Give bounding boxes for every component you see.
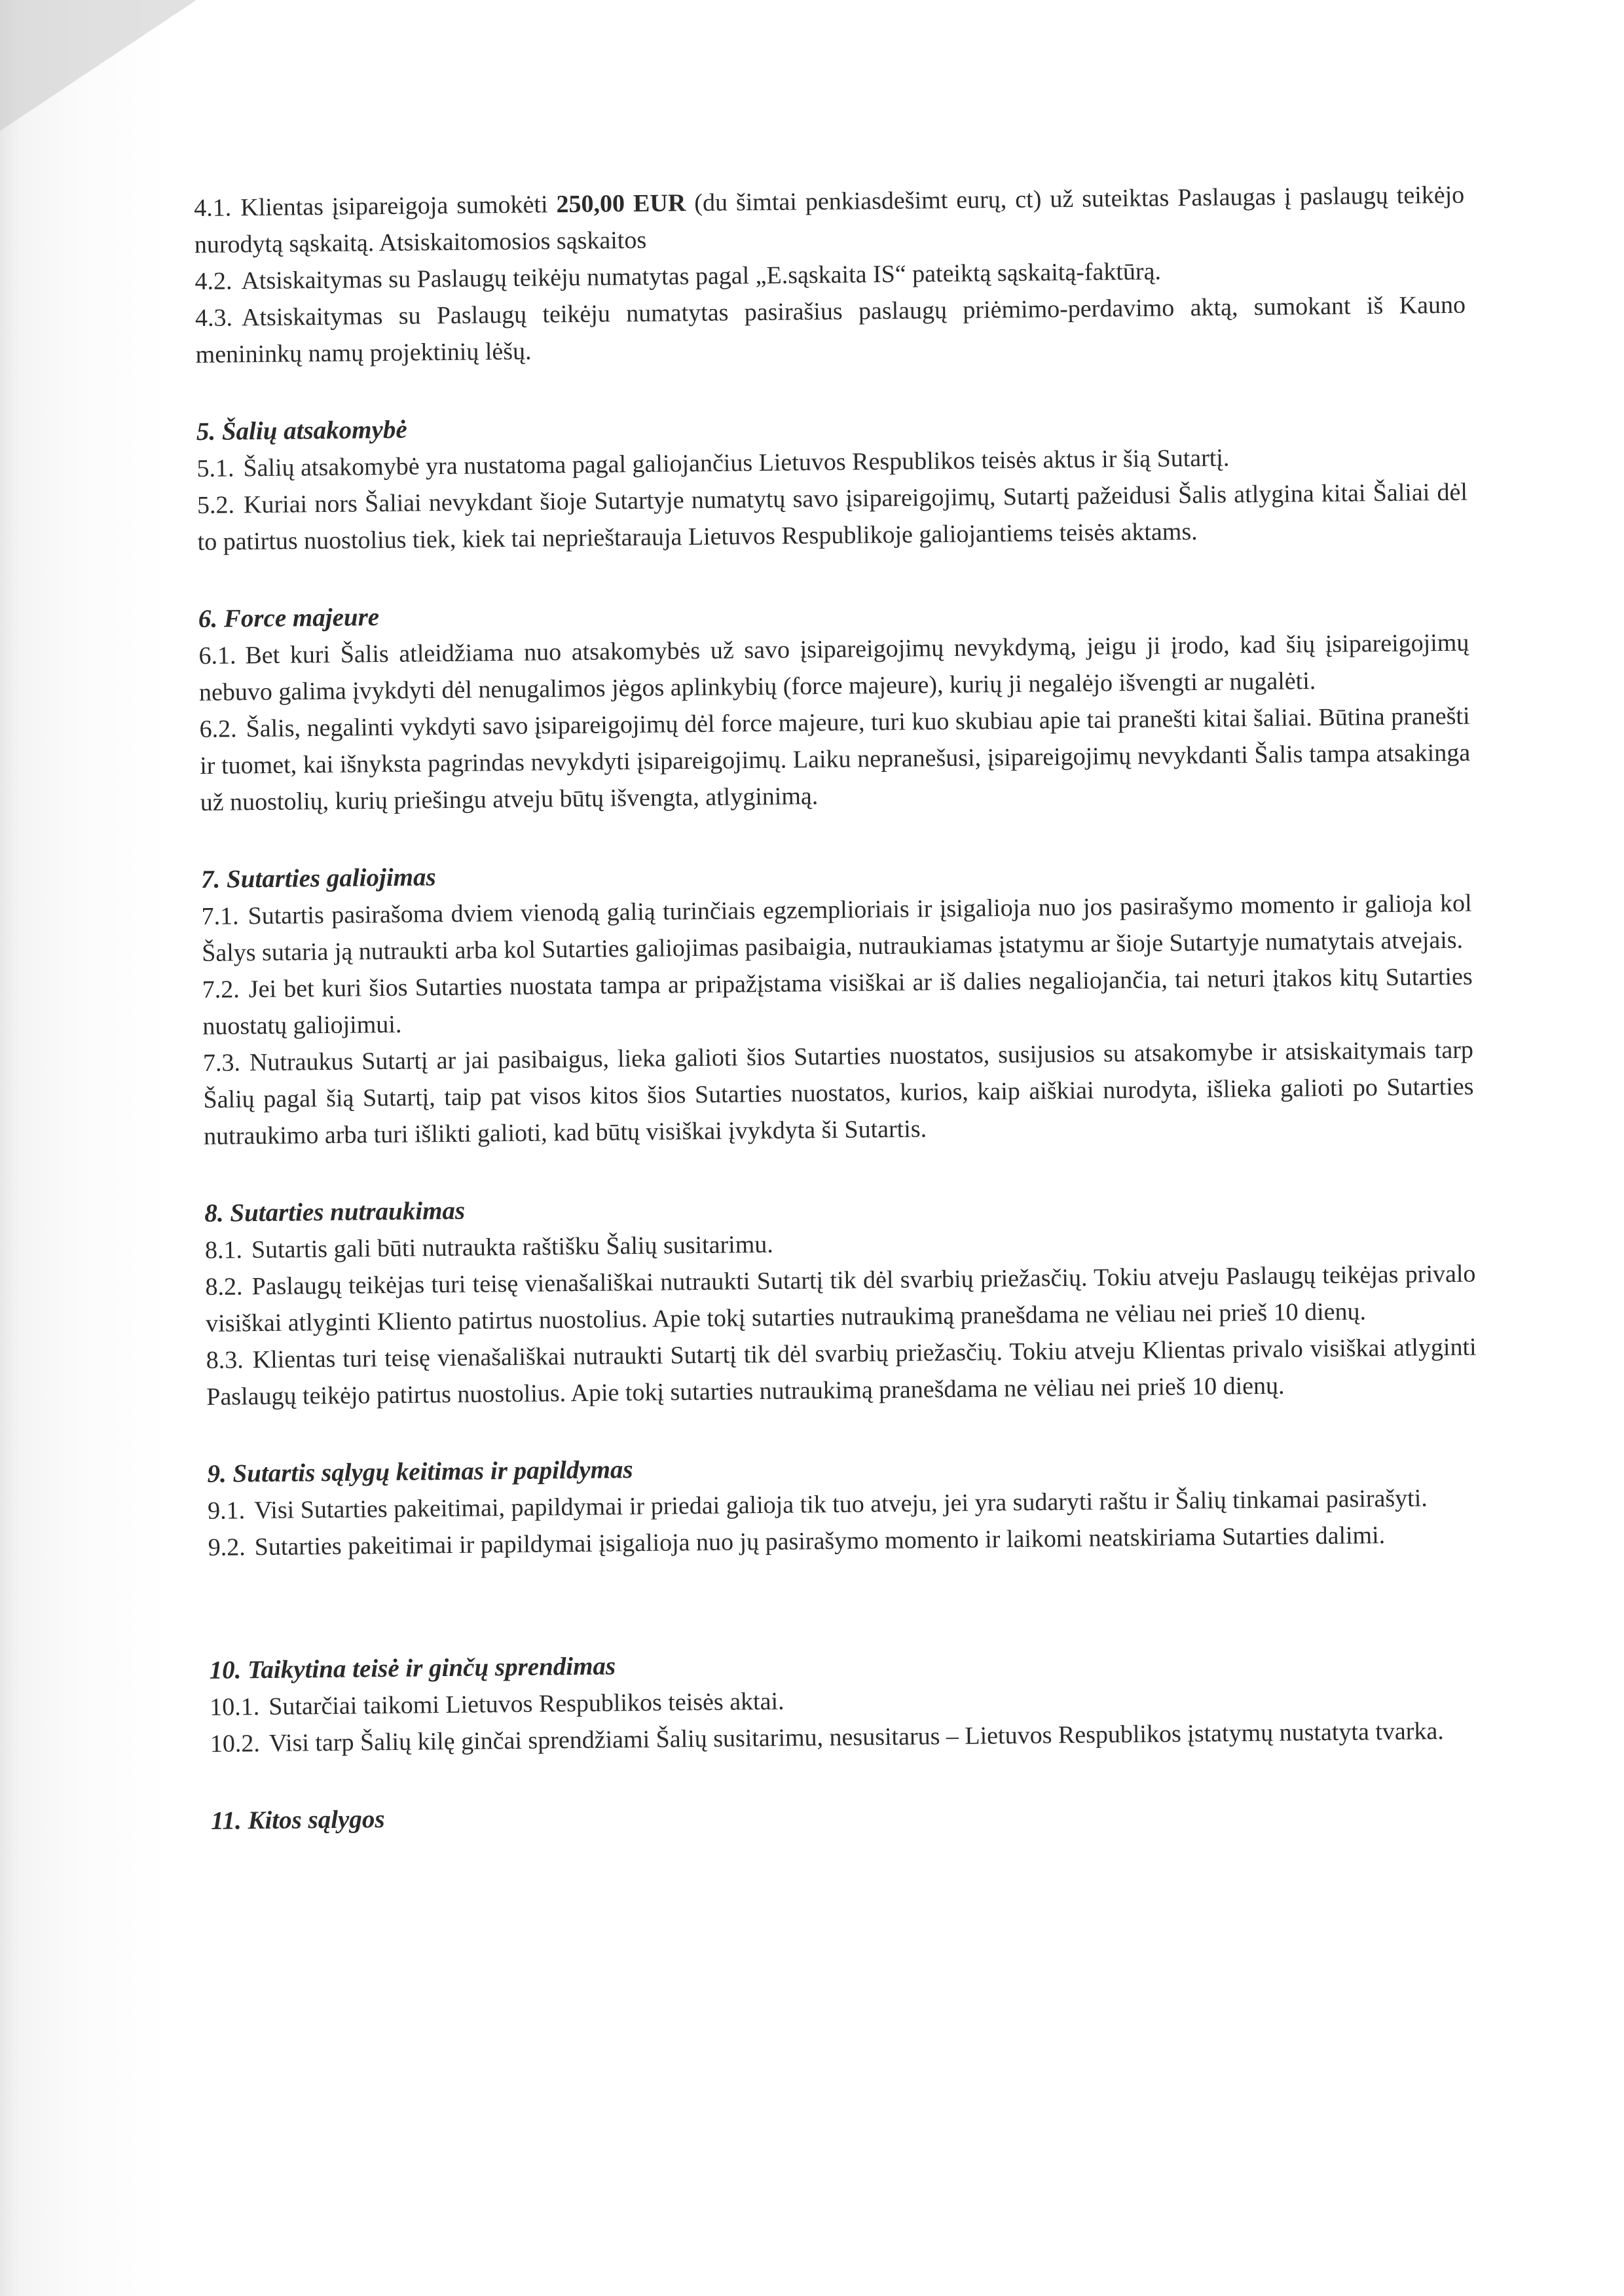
clause-number: 8.1. <box>204 1236 243 1264</box>
clause-text: Sutartis pasirašoma dviem vienodą galią turinčiais egzemplioriais ir įsigalioja nuo jos pasirašymo momento ir galioja kol Šalys sutaria ją nutraukti arba kol Sutarties galiojimas pasibaigia, nutraukiamas įstatymu ar šioje Sutartyje numatytais atvejais. <box>201 889 1472 967</box>
section-title: 10. Taikytina teisė ir ginčų sprendimas <box>209 1652 616 1685</box>
section-title: 11. Kitos sąlygos <box>210 1805 385 1835</box>
clause-8-3 <box>206 1329 1477 1415</box>
page-corner-fold <box>0 0 196 131</box>
contract-page <box>194 177 1482 1880</box>
clause-number: 6.1. <box>198 642 236 670</box>
clause-6-2 <box>199 698 1471 821</box>
clause-text: Atsiskaitymas su Paslaugų teikėju numatytas pasirašius paslaugų priėmimo-perdavimo aktą, sumokant iš Kauno menininkų namų projektinių lėšų. <box>195 291 1466 369</box>
clause-text: Bet kuri Šalis atleidžiama nuo atsakomybės už savo įsipareigojimų nevykdymą, jeigu ji įrodo, kad šių įsipareigojimų nebuvo galima įvykdyti dėl nenugalimos jėgos aplinkybių (force majeure), kurių ji negalėjo išvengti ar nugalėti. <box>198 629 1469 706</box>
clause-number: 4.3. <box>194 304 233 332</box>
clause-text: Klientas įsipareigoja sumokėti <box>240 191 548 222</box>
clause-number: 5.1. <box>196 454 234 483</box>
clause-number: 8.2. <box>205 1273 243 1301</box>
clause-number: 7.3. <box>202 1049 241 1077</box>
clause-5-2 <box>197 474 1468 560</box>
clause-text: Kuriai nors Šaliai nevykdant šioje Sutartyje numatytų savo įsipareigojimų, Sutartį pažeidusi Šalis atlygina kitai Šaliai dėl to patirtus nuostolius tiek, kiek tai neprieštarauja Lietuvos Respublikoje galiojantiems teisės aktams. <box>197 478 1468 556</box>
clause-text: Šalis, negalinti vykdyti savo įsipareigojimų dėl force majeure, turi kuo skubiau apie tai pranešti kitai šaliai. Būtina pranešti ir tuomet, kai išnyksta pagrindas nevykdyti įsipareigojimų. Laiku nepranešusi, įsipareigojimų nevykdanti Šalis tampa atsakinga už nuostolių, kurių priešingu atveju būtų išvengta, atlyginimą. <box>199 702 1471 816</box>
section-force-majeure <box>198 588 1471 821</box>
clause-number: 9.2. <box>208 1533 246 1561</box>
section-title: 5. Šalių atsakomybė <box>196 415 407 446</box>
section-title: 9. Sutartis sąlygų keitimas ir papildymas <box>207 1455 633 1488</box>
clause-text: Sutarčiai taikomi Lietuvos Respublikos teisės aktai. <box>268 1687 784 1721</box>
clause-number: 7.2. <box>202 975 240 1004</box>
clause-number: 9.1. <box>207 1497 246 1525</box>
redacted-account-number <box>653 225 1052 256</box>
clause-number: 5.2. <box>196 491 235 519</box>
clause-text: Atsiskaitymas su Paslaugų teikėju numatytas pagal „E.sąskaita IS“ pateiktą sąskaitą-faktūrą. <box>241 257 1162 295</box>
clause-4-1 <box>194 177 1465 263</box>
section-title: 8. Sutarties nutraukimas <box>204 1196 466 1228</box>
section-payment <box>194 177 1466 373</box>
section-amendments <box>207 1443 1479 1566</box>
clause-text: Sutarties pakeitimai ir papildymai įsigalioja nuo jų pasirašymo momento ir laikomi neatskiriama Sutarties dalimi. <box>254 1522 1386 1561</box>
section-title: 7. Sutarties galiojimas <box>200 863 436 894</box>
clause-text: Paslaugų teikėjas turi teisę vienašališkai nutraukti Sutartį tik dėl svarbių priežasčių. Tokiu atveju Paslaugų teikėjas privalo visiškai atlyginti Kliento patirtus nuostolius. Apie tokį sutarties nutraukimą pranešdama ne vėliau nei prieš 10 dienų. <box>205 1260 1476 1338</box>
clause-8-2 <box>205 1256 1476 1342</box>
clause-text: Klientas turi teisę vienašališkai nutraukti Sutartį tik dėl svarbių priežasčių. Tokiu atveju Klientas privalo visiškai atlyginti Paslaugų teikėjo patirtus nuostolius. Apie tokį sutarties nutraukimą pranešdama ne vėliau nei prieš 10 dienų. <box>206 1333 1477 1411</box>
clause-text: Nutraukus Sutartį ar jai pasibaigus, lieka galioti šios Sutarties nuostatos, susijusios su atsakomybe ir atsiskaitymais tarp Šalių pagal šią Sutartį, taip pat visos kitos šios Sutarties nuostatos, kurios, kaip aiškiai nurodyta, išlieka galioti po Sutarties nutraukimo arba turi išlikti galioti, kad būtų visiškai įvykdyta ši Sutartis. <box>203 1036 1474 1150</box>
clause-number: 7.1. <box>201 902 239 930</box>
section-other-conditions <box>211 1790 1481 1840</box>
section-termination <box>204 1182 1477 1415</box>
clause-6-1 <box>198 625 1469 711</box>
clause-number: 10.1. <box>210 1693 260 1721</box>
clause-7-3 <box>203 1032 1475 1155</box>
clause-text: Visi Sutarties pakeitimai, papildymai ir priedai galioja tik tuo atveju, jei yra sudaryti raštu ir Šalių tinkamai pasirašyti. <box>253 1484 1428 1525</box>
clause-7-2 <box>202 958 1473 1045</box>
section-title: 6. Force majeure <box>198 603 380 633</box>
clause-text: Jei bet kuri šios Sutarties nuostata tampa ar pripažįstama visiškai ar iš dalies negaliojančia, tai neturi įtakos kitų Sutarties nuostatų galiojimui. <box>202 962 1473 1040</box>
section-liability <box>196 401 1468 560</box>
clause-text: Visi tarp Šalių kilę ginčai sprendžiami Šalių susitarimu, nesusitarus – Lietuvos Respublikos įstatymų nustatyta tvarka. <box>268 1717 1444 1757</box>
section-governing-law <box>209 1639 1481 1762</box>
clause-text: Šalių atsakomybė yra nustatoma pagal galiojančius Lietuvos Respublikos teisės aktus ir šią Sutartį. <box>243 444 1230 483</box>
clause-number: 8.3. <box>206 1346 244 1374</box>
clause-7-1 <box>201 885 1472 972</box>
clause-number: 6.2. <box>199 715 237 743</box>
clause-4-3 <box>195 287 1466 373</box>
section-validity <box>201 848 1475 1155</box>
clause-number: 10.2. <box>210 1730 261 1758</box>
clause-text: Sutartis gali būti nutraukta raštišku Šalių susitarimu. <box>251 1230 774 1264</box>
clause-number: 4.2. <box>194 267 232 295</box>
clause-text: (du šimtai penkiasdešimt eurų, ct) už suteiktas Paslaugas į paslaugų teikėjo nurodytą sąskaitą. Atsiskaitomosios sąskaitos <box>194 181 1465 259</box>
payment-amount: 250,00 EUR <box>556 189 686 219</box>
clause-number: 4.1. <box>194 194 232 222</box>
